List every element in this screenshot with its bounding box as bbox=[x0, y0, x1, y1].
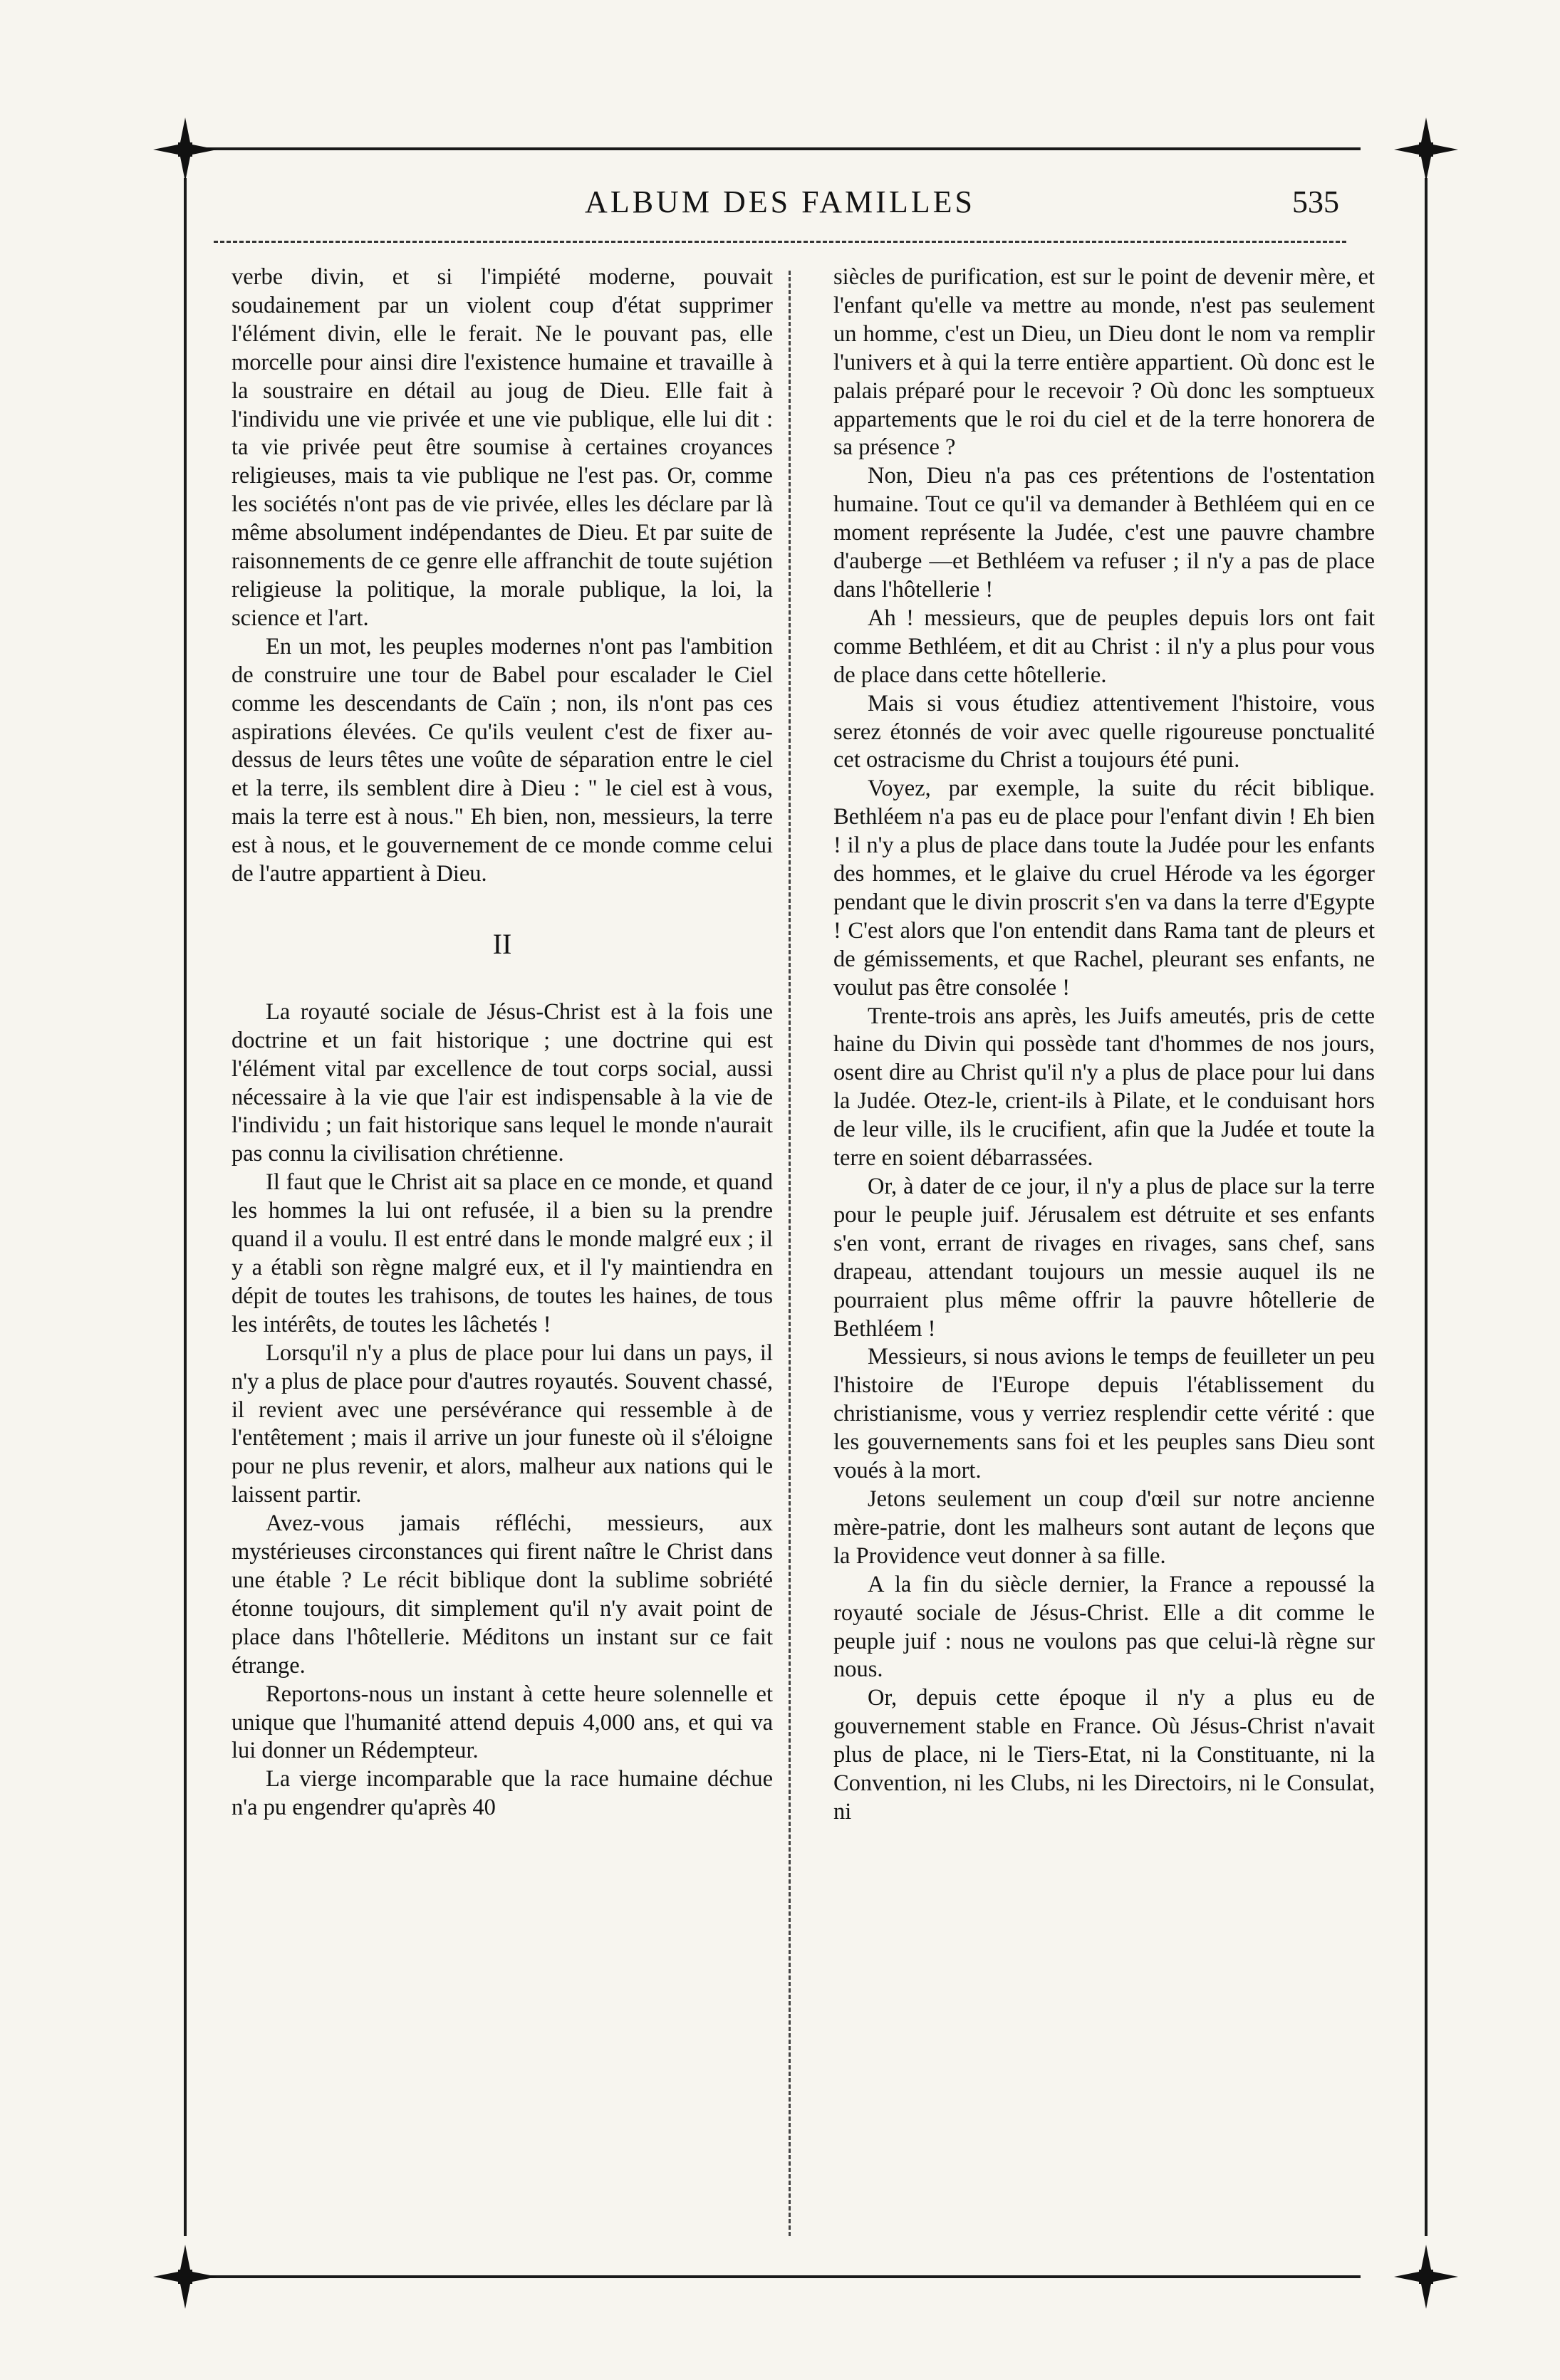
page-number: 535 bbox=[1292, 184, 1339, 219]
column-divider bbox=[789, 271, 791, 2236]
paragraph: Avez-vous jamais réfléchi, messieurs, aux mystérieuses circonstances qui firent naître le Christ dans une étable ? Le récit biblique dont la sublime sobriété étonne toujours, dit simplement qu'il n'y avait point de place dans l'hôtellerie. Méditons un instant sur ce fait étrange. bbox=[232, 1510, 773, 1679]
paragraph: Il faut que le Christ ait sa place en ce monde, et quand les hommes la lui ont refusée, il a bien su la prendre quand il a voulu. Il est entré dans le monde malgré eux ; il y a établi son règne malgré eux, et il l'y maintiendra en dépit de toutes les trahisons, de toutes les haines, de tous les intérêts, de toutes les lâchetés ! bbox=[232, 1169, 773, 1337]
frame-left-line bbox=[184, 178, 187, 2236]
paragraph: siècles de purification, est sur le point de devenir mère, et l'enfant qu'elle va mettre au monde, n'est pas seulement un homme, c'est un Dieu, un Dieu dont le nom va remplir l'univers et à qui la terre entière appartient. Où donc est le palais préparé pour le recevoir ? Où donc les somptueux appartements que le roi du ciel et de la terre honorera de sa présence ? bbox=[833, 264, 1375, 461]
frame-top-line bbox=[199, 147, 1361, 150]
right-column bbox=[833, 263, 1375, 2243]
paragraph: La vierge incomparable que la race humaine déchue n'a pu engendrer qu'après 40 bbox=[232, 1766, 773, 1821]
paragraph: Lorsqu'il n'y a plus de place pour lui dans un pays, il n'y a plus de place pour d'autres royautés. Souvent chassé, il revient avec une persévérance qui ressemble à de l'entêtement ; mais il arrive un jour funeste où il s'éloigne pour ne plus revenir, et alors, malheur aux nations qui le laissent partir. bbox=[232, 1340, 773, 1508]
paragraph: Or, à dater de ce jour, il n'y a plus de place sur la terre pour le peuple juif. Jérusalem est détruite et ses enfants s'en vont, errant de rivages en rivages, sans chef, sans drapeau, attendant toujours un messie auquel ils ne pourraient plus même offrir la pauvre hôtellerie de Bethléem ! bbox=[833, 1174, 1375, 1342]
paragraph: Jetons seulement un coup d'œil sur notre ancienne mère-patrie, dont les malheurs sont autant de leçons que la Providence veut donner à sa fille. bbox=[833, 1486, 1375, 1569]
paragraph: Non, Dieu n'a pas ces prétentions de l'ostentation humaine. Tout ce qu'il va demander à Bethléem qui en ce moment représente la Judée, c'est une pauvre chambre d'auberge —et Bethléem va refuser ; il n'y a pas de place dans l'hôtellerie ! bbox=[833, 463, 1375, 602]
paragraph: Or, depuis cette époque il n'y a plus eu de gouvernement stable en France. Où Jésus-Christ n'avait plus de place, ni le Tiers-Etat, ni la Constituante, ni la Convention, ni les Clubs, ni les Directoirs, ni le Consulat, ni bbox=[833, 1685, 1375, 1825]
paragraph: A la fin du siècle dernier, la France a repoussé la royauté sociale de Jésus-Christ. Elle a dit comme le peuple juif : nous ne voulons pas que celui-là règne sur nous. bbox=[833, 1571, 1375, 1683]
corner-ornament-top-left bbox=[153, 118, 217, 182]
paragraph: verbe divin, et si l'impiété moderne, pouvait soudainement par un violent coup d'état supprimer l'élément divin, elle le ferait. Ne le pouvant pas, elle morcelle pour ainsi dire l'existence humaine et travaille à la soustraire en détail au joug de Dieu. Elle fait à l'individu une vie privée et une vie publique, elle lui dit : ta vie privée peut être soumise à certaines croyances religieuses, mais ta vie publique ne l'est pas. Or, comme les sociétés n'ont pas de vie privée, elles les déclare par là même absolument indépendantes de Dieu. Et par suite de raisonnements de ce genre elle affranchit de toute sujétion religieuse la politique, la morale publique, la loi, la science et l'art. bbox=[232, 264, 773, 631]
paragraph: Reportons-nous un instant à cette heure solennelle et unique que l'humanité attend depuis 4,000 ans, et qui va lui donner un Rédempteur. bbox=[232, 1681, 773, 1764]
paragraph: Voyez, par exemple, la suite du récit biblique. Bethléem n'a pas eu de place pour l'enfant divin ! Eh bien ! il n'y a plus de place dans toute la Judée pour les enfants des hommes, et le glaive du cruel Hérode va les égorger pendant que le divin proscrit s'en va dans la terre d'Egypte ! C'est alors que l'on entendit dans Rama tant de pleurs et de gémissements, et que Rachel, pleurant ses enfants, ne voulut pas être consolée ! bbox=[833, 776, 1375, 1001]
paragraph: La royauté sociale de Jésus-Christ est à la fois une doctrine et un fait historique ; une doctrine qui est l'élément vital par excellence de tout corps social, aussi nécessaire à la vie que l'air est indispensable à la vie de l'individu ; un fait historique sans lequel le monde n'aurait pas connu la civilisation chrétienne. bbox=[232, 998, 773, 1167]
corner-ornament-top-right bbox=[1394, 118, 1458, 182]
header-rule bbox=[214, 241, 1346, 243]
section-heading: II bbox=[492, 927, 512, 960]
paragraph: En un mot, les peuples modernes n'ont pas l'ambition de construire une tour de Babel pour escalader le Ciel comme les descendants de Caïn ; non, ils n'ont pas ces aspirations élevées. Ce qu'ils veulent c'est de fixer au-dessus de leurs têtes une voûte de séparation entre le ciel et la terre, ils semblent dire à Dieu : " le ciel est à vous, mais la terre est à nous." Eh bien, non, messieurs, la terre est à nous, et le gouvernement de ce monde comme celui de l'autre appartient à Dieu. bbox=[232, 633, 773, 887]
paragraph: Trente-trois ans après, les Juifs ameutés, pris de cette haine du Divin qui possède tant d'hommes de nos jours, osent dire au Christ qu'il n'y a plus de place pour lui dans la Judée. Otez-le, crient-ils à Pilate, et le conduisant hors de leur ville, ils le crucifient, afin que la Judée et toute la terre en soient débarrassées. bbox=[833, 1003, 1375, 1171]
page-title: ALBUM DES FAMILLES bbox=[585, 184, 975, 219]
paragraph: Messieurs, si nous avions le temps de feuilleter un peu l'histoire de l'Europe depuis l'établissement du christianisme, vous y verriez resplendir cette vérité : que les gouvernements sans foi et les peuples sans Dieu sont voués à la mort. bbox=[833, 1344, 1375, 1484]
left-column bbox=[232, 263, 773, 2243]
frame-right-line bbox=[1425, 178, 1428, 2236]
corner-ornament-bottom-right bbox=[1394, 2245, 1458, 2309]
paragraph: Mais si vous étudiez attentivement l'histoire, vous serez étonnés de voir avec quelle rigoureuse ponctualité cet ostracisme du Christ a toujours été puni. bbox=[833, 690, 1375, 773]
frame-bottom-line bbox=[199, 2275, 1361, 2278]
running-header bbox=[214, 184, 1346, 234]
corner-ornament-bottom-left bbox=[153, 2245, 217, 2309]
paragraph: Ah ! messieurs, que de peuples depuis lors ont fait comme Bethléem, et dit au Christ : il n'y a plus pour vous de place dans cette hôtellerie. bbox=[833, 605, 1375, 688]
